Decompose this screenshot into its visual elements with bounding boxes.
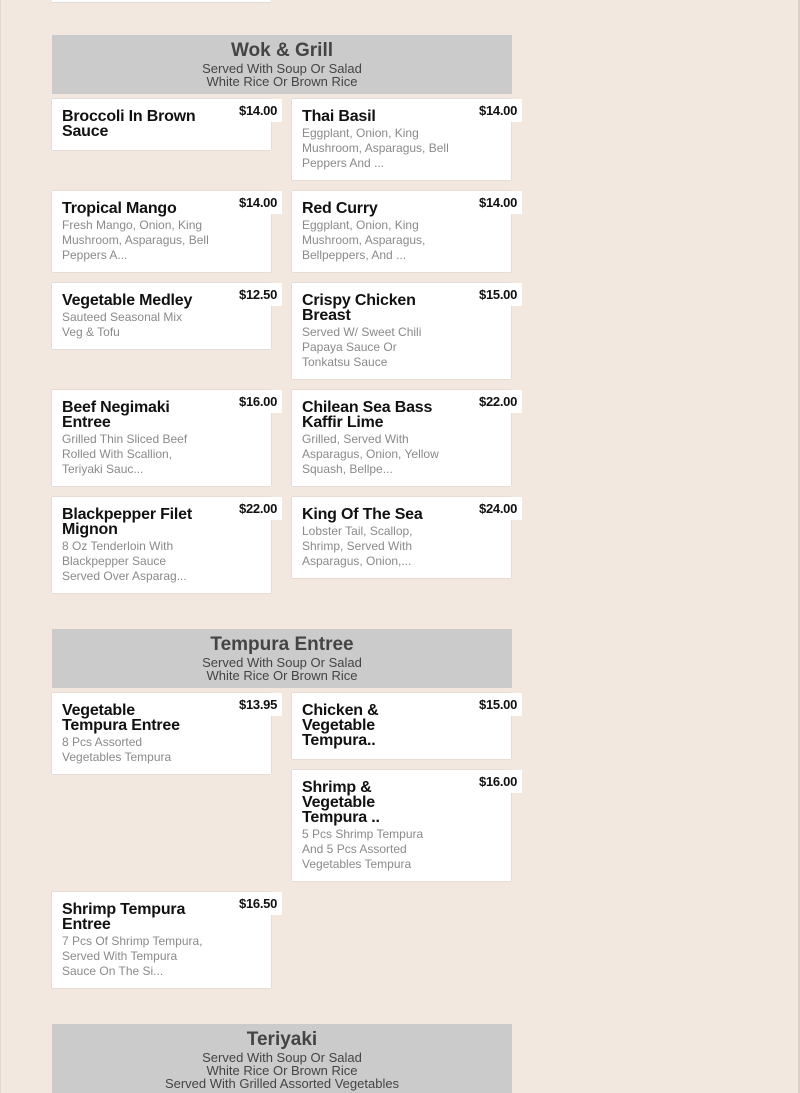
menu-item-card[interactable] <box>292 191 517 272</box>
menu-item-card[interactable] <box>292 390 517 486</box>
item-description: 5 Pcs Shrimp Tempura And 5 Pcs Assorted Vegetables Tempura <box>302 827 424 871</box>
menu-item-card[interactable] <box>52 693 277 774</box>
item-description: Eggplant, Onion, King Mushroom, Asparagus, Bell Peppers And ... <box>302 126 449 170</box>
section-header-tempura <box>52 629 512 688</box>
item-description: Fresh Mango, Onion, King Mushroom, Asparagus, Bell Peppers A... <box>62 218 209 262</box>
menu-item-card[interactable] <box>292 283 517 379</box>
menu-item-card[interactable] <box>292 770 517 881</box>
item-description: 8 Pcs Assorted Vegetables Tempura <box>62 735 172 764</box>
item-description: Sauteed Seasonal Mix Veg & Tofu <box>62 310 183 339</box>
menu-item-card[interactable] <box>52 99 277 150</box>
item-name: Crispy Chicken Breast <box>302 292 416 324</box>
item-price: $14.00 <box>234 99 282 122</box>
item-price: $14.00 <box>474 191 522 214</box>
item-name: Vegetable Tempura Entree <box>62 702 180 734</box>
section-subtitle: Served With Soup Or Salad <box>202 655 362 670</box>
item-description: 7 Pcs Of Shrimp Tempura, Served With Tempura Sauce On The Si... <box>62 934 203 978</box>
section-header-teriyaki <box>52 1024 512 1093</box>
item-price: $16.00 <box>234 390 282 413</box>
section-header-wok-grill <box>52 35 512 94</box>
item-name: Chilean Sea Bass Kaffir Lime <box>302 399 433 431</box>
item-description: Grilled, Served With Asparagus, Onion, Yellow Squash, Bellpe... <box>302 432 439 476</box>
section-subtitle: White Rice Or Brown Rice <box>206 1063 358 1078</box>
section-subtitle: Served With Soup Or Salad <box>202 61 362 76</box>
section-subtitle: Served With Soup Or Salad <box>202 1050 362 1065</box>
item-name: Tropical Mango <box>62 200 177 217</box>
item-price: $14.00 <box>234 191 282 214</box>
item-price: $12.50 <box>234 283 282 306</box>
item-name: Vegetable Medley <box>62 292 193 309</box>
section-title: Tempura Entree <box>210 634 354 655</box>
section-subtitle: White Rice Or Brown Rice <box>206 668 358 683</box>
item-name: Red Curry <box>302 200 378 217</box>
menu-item-card[interactable] <box>52 283 277 349</box>
item-name: Beef Negimaki Entree <box>62 399 170 431</box>
item-name: Broccoli In Brown Sauce <box>62 108 196 140</box>
menu-item-card[interactable] <box>52 390 277 486</box>
menu-item-card[interactable] <box>52 497 277 593</box>
page-edge-left <box>0 0 1 1093</box>
item-price: $16.00 <box>474 770 522 793</box>
item-description: Grilled Thin Sliced Beef Rolled With Scallion, Teriyaki Sauc... <box>62 432 188 476</box>
item-name: King Of The Sea <box>302 506 423 523</box>
section-subtitle: White Rice Or Brown Rice <box>206 74 358 89</box>
item-description: Eggplant, Onion, King Mushroom, Asparagus, Bellpeppers, And ... <box>302 218 426 262</box>
item-name: Blackpepper Filet Mignon <box>62 506 192 538</box>
item-price: $13.95 <box>234 693 282 716</box>
item-description: Served W/ Sweet Chili Papaya Sauce Or Tonkatsu Sauce <box>302 325 422 369</box>
item-price: $15.00 <box>474 283 522 306</box>
item-price: $22.00 <box>474 390 522 413</box>
item-name: Chicken & Vegetable Tempura.. <box>302 702 379 749</box>
item-name: Thai Basil <box>302 108 376 125</box>
menu-item-card[interactable] <box>52 191 277 272</box>
section-subtitle: Served With Grilled Assorted Vegetables <box>164 1076 400 1091</box>
section-title: Teriyaki <box>246 1029 318 1050</box>
item-price: $16.50 <box>234 892 282 915</box>
item-price: $15.00 <box>474 693 522 716</box>
section-title: Wok & Grill <box>230 40 334 61</box>
menu-item-card[interactable] <box>292 497 517 578</box>
item-description: 8 Oz Tenderloin With Blackpepper Sauce Served Over Asparag... <box>62 539 187 583</box>
item-price: $22.00 <box>234 497 282 520</box>
item-price: $14.00 <box>474 99 522 122</box>
item-name: Shrimp Tempura Entree <box>62 901 186 933</box>
item-description: Lobster Tail, Scallop, Shrimp, Served With Asparagus, Onion,... <box>302 524 413 568</box>
menu-item-card[interactable] <box>52 892 277 988</box>
menu-item-card[interactable] <box>292 99 517 180</box>
item-name: Shrimp & Vegetable Tempura .. <box>302 779 380 826</box>
previous-card-edge <box>52 0 270 3</box>
menu-item-card[interactable] <box>292 693 517 759</box>
item-price: $24.00 <box>474 497 522 520</box>
